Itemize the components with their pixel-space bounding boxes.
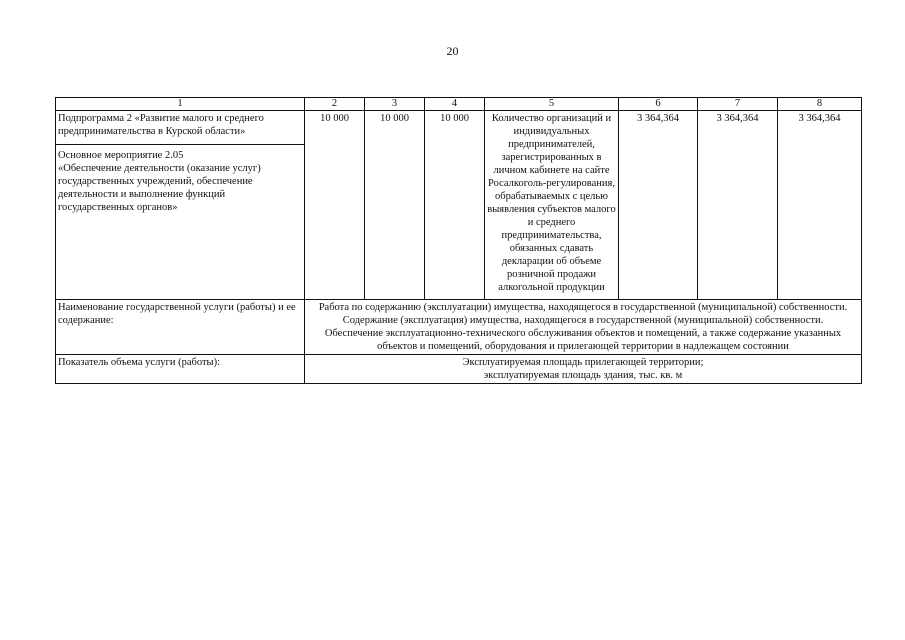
service-line-2: Содержание (эксплуатация) имущества, находящегося в государственной (муниципальной) собственности.: [342, 315, 824, 326]
value-col-3: 10 000: [365, 111, 425, 300]
measure-title: Основное мероприятие 2.05: [58, 150, 184, 161]
measure-block: [56, 144, 304, 214]
service-line-1: Работа по содержанию (эксплуатации) имущества, находящегося в государственной (муниципальной) собственности.: [318, 302, 848, 313]
header-col-3: 3: [365, 98, 425, 111]
service-label: Наименование государственной услуги (работы) и ее содержание:: [56, 300, 305, 355]
service-line-3: Обеспечение эксплуатационно-технического обслуживания объектов и помещений, а также содержание указанных объектов и помещений, оборудования и прилегающей территории в надлежащем состоянии: [324, 328, 842, 352]
volume-indicator-content: [305, 355, 862, 384]
header-col-5: 5: [485, 98, 619, 111]
subprogram-row: [56, 111, 862, 300]
value-col-8: 3 364,364: [778, 111, 862, 300]
service-row: [56, 300, 862, 355]
indicator-description: Количество организаций и индивидуальных предпринимателей, зарегистрированных в личном кабинете на сайте Росалкоголь-регулирования, обрабатываемых с целью выявления субъектов малого и среднего предпринимательства, обязанных сдавать декларации об объеме розничной продажи алкогольной продукции: [485, 111, 619, 300]
header-col-2: 2: [305, 98, 365, 111]
volume-indicator-row: [56, 355, 862, 384]
page-number: 20: [446, 44, 459, 58]
value-col-2: 10 000: [305, 111, 365, 300]
program-table: [55, 97, 862, 384]
volume-indicator-label: Показатель объема услуги (работы):: [56, 355, 305, 384]
header-col-7: 7: [698, 98, 778, 111]
value-col-6: 3 364,364: [619, 111, 698, 300]
service-content: [305, 300, 862, 355]
measure-description: «Обеспечение деятельности (оказание услуг) государственных учреждений, обеспечение деятельности и выполнение функций государственных органов»: [58, 163, 261, 213]
subprogram-title: Подпрограмма 2 «Развитие малого и среднего предпринимательства в Курской области»: [58, 113, 264, 137]
header-col-4: 4: [425, 98, 485, 111]
header-col-6: 6: [619, 98, 698, 111]
value-col-4: 10 000: [425, 111, 485, 300]
subprogram-cell: [56, 111, 305, 300]
header-col-1: 1: [56, 98, 305, 111]
header-row: [56, 98, 862, 111]
volume-line-2: эксплуатируемая площадь здания, тыс. кв. м: [483, 370, 683, 381]
header-col-8: 8: [778, 98, 862, 111]
volume-line-1: Эксплуатируемая площадь прилегающей территории;: [462, 357, 704, 368]
value-col-7: 3 364,364: [698, 111, 778, 300]
